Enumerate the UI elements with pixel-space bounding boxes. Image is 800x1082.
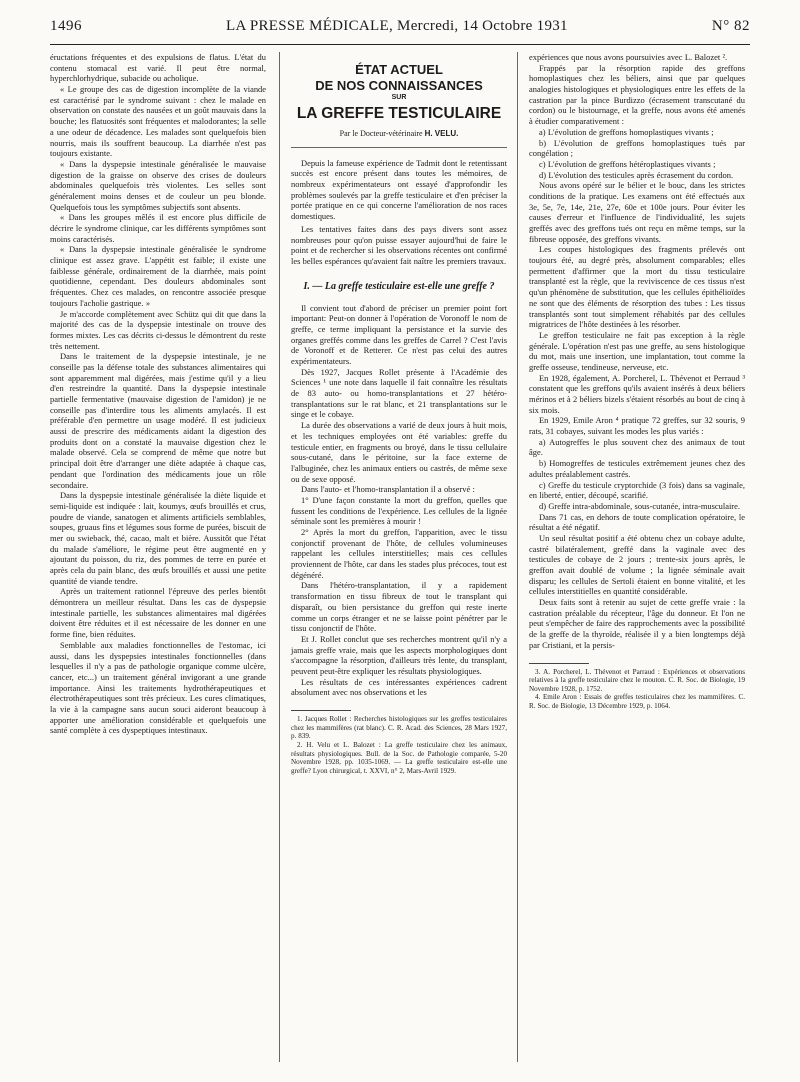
article-title-block — [291, 62, 507, 139]
list-item: d) Greffe intra-abdominale, sous-cutanée, intra-musculaire. — [539, 500, 740, 511]
paragraph: Dans l'auto- et l'homo-transplantation il a observé : — [301, 484, 475, 495]
paragraph: Semblable aux maladies fonctionnelles de l'estomac, ici aussi, dans les dyspepsies intestinales fonctionnelles (dans lesquelles il n'y a pas de pathologie organique comme ulcère, cancer, etc...) un traitement général invigorant a une grande importance. Ainsi les traitements hydrothérapeutiques et électrothérapeutiques sont très précieux. Les cures climatiques, la vie à la campagne sans aucun souci aideront beaucoup à apporter une amélioration considérable et quelquefois une santé complète à ces dyspeptiques intestinaux. — [50, 639, 266, 736]
footnotes — [529, 668, 745, 711]
page-number: 1496 — [50, 18, 82, 34]
paragraph: 2° Après la mort du greffon, l'apparition, avec le tissu conjonctif provenant de l'hôte, de cellules volumineuses rappelant les cellules interstitielles; mais ces cellules proviennent de l'hôte, car dans les stades plus précoces, tout est dégénéré. — [291, 527, 507, 580]
section-heading: I. — La greffe testiculaire est-elle une greffe ? — [303, 280, 495, 292]
list-item: a) Autogreffes le plus souvent chez des animaux de tout âge. — [529, 436, 745, 458]
paragraph: Dans le traitement de la dyspepsie intestinale, je ne conseille pas la défense totale des substances alimentaires qui sont apparemment mal digérées, mais j'estime qu'il y a lieu d'en restreindre la quantité. Dans la dyspepsie intestinale partielle fermentative (mauvaise digestion de l'amidon) je ne conseille pas d'interdire tous les aliments amylacés. Il est préférable d'en permettre un usage modéré. Il est judicieux aussi de prescrire des médicaments aidant la digestion des produits dont on a constaté la mauvaise digestion chez le malade observé. Cela se comprend de même que notre but principal doit être d'arranger une diète adaptée à chaque cas, pendant que l'ordination des médicaments joue un rôle secondaire. — [50, 351, 266, 490]
list-item: c) L'évolution de greffons hétéroplastiques vivants ; — [539, 158, 716, 169]
paragraph: Les tentatives faites dans des pays divers sont assez nombreuses pour qu'on puisse essayer aujourd'hui de faire le point et de rechercher si les observations récentes ont confirmé les belles espérances qu'avaient fait naître les premiers travaux. — [291, 223, 507, 266]
title-sur: SUR — [391, 94, 407, 102]
paragraph: Dans l'hétéro-transplantation, il y a rapidement transformation en tissu fibreux de tout le transplant qui disparaît, ou bien persistance du greffon qui reste inerte comme un corps étranger et ne se laisse point pénétrer par le tissu conjonctif de l'hôte. — [291, 580, 507, 634]
article-title: LA GREFFE TESTICULAIRE — [296, 105, 502, 123]
footnote-rule — [291, 710, 351, 711]
journal-title: LA PRESSE MÉDICALE, Mercredi, 14 Octobre 1931 — [226, 18, 568, 34]
footnote-rule — [529, 663, 589, 664]
list-item: b) Homogreffes de testicules extrêmement jeunes chez des adultes préalablement castrés. — [529, 458, 745, 479]
author-name: H. VELU. — [424, 128, 459, 138]
paragraph: « Dans la dyspepsie intestinale généralisée le mauvaise digestion de la graisse on observe des crises de douleurs abdominales quelquefois très violentes. Les selles sont généralement moins denses et de couleur un peu blonde. Quelquefois tous les symptômes subjectifs sont absents. — [50, 158, 266, 212]
paragraph: éructations fréquentes et des expulsions de flatus. L'état du contenu stomacal est varié. Il peut être normal, hyperchlorhydrique, subacide ou acholique. — [50, 52, 266, 84]
paragraph: Les résultats de ces intéressantes expériences cadrent absolument avec nos observations et les — [291, 676, 507, 698]
paragraph: « Dans les groupes mêlés il est encore plus difficile de décrire le syndrome clinique, car les différents symptômes sont moins caractérisés. — [50, 212, 266, 244]
paragraph: Après un traitement rationnel l'épreuve des perles bientôt démontrera un meilleur résultat. Dans les cas de dyspepsie intestinale partielle, les substances alimentaires mal digérées doivent être réduites et il est nécessaire de les donner en une forme fine, bien réduites. — [50, 586, 266, 640]
paragraph: Frappés par la résorption rapide des greffons homoplastiques chez les béliers, ainsi que par quelques analogies histologiques et physiologiques entre les effets de la castration par la pince Burdizzo (écrasement transcutané du cordon) ou le bistournage, et la greffe, nous avons été amenés à étudier comparativement : — [529, 62, 745, 127]
column-3 — [529, 52, 745, 711]
column-divider — [517, 52, 518, 1062]
paragraph: Deux faits sont à retenir au sujet de cette greffe vraie : la castration préalable du récepteur, l'âge du donneur. Et l'on ne peut s'empêcher de faire des rapprochements avec la possibilité de la greffe de la thyroïde, réalisée il y a bien longtemps déjà par Cristiani, et la persis- — [529, 597, 745, 650]
issue-number: N° 82 — [711, 18, 750, 34]
footnote: 1. Jacques Rollet : Recherches histologiques sur les greffes testiculaires chez les mammifères (rat blanc). C. R. Acad. des Sciences, 28 Mars 1927, p. 839. — [291, 715, 507, 741]
footnotes — [291, 715, 507, 775]
column-1 — [50, 52, 266, 736]
byline — [291, 129, 507, 139]
paragraph: En 1929, Emile Aron ⁴ pratique 72 greffes, sur 32 souris, 9 rats, 31 cobayes, suivant les modes les plus variés : — [529, 415, 745, 437]
paragraph: expériences que nous avons poursuivies avec L. Balozet ². — [529, 52, 728, 62]
list-item: d) L'évolution des testicules après écrasement du cordon. — [539, 169, 734, 180]
list-item: a) L'évolution de greffons homoplastiques vivants ; — [539, 126, 714, 137]
byline-prefix: Par le Docteur-vétérinaire — [339, 128, 425, 138]
page-header — [50, 18, 750, 40]
paragraph: Dès 1927, Jacques Rollet présente à l'Académie des Sciences ¹ une note dans laquelle il fait connaître les résultats de 83 auto- ou homo-transplantations et 27 hétéro-transplantations sur le rat blanc, et 21 transplantations sur le singe et le cobaye. — [291, 366, 507, 420]
paragraph: Nous avons opéré sur le bélier et le bouc, dans les strictes conditions de la pratique. Les examens ont été effectués aux 3e, 5e, 7e, 14e, 21e, 27e, 60e et 100e jours. Pour éviter les causes d'erreur et l'influence de l'individualité, les sujets greffés avec des greffons tués ont reçu en même temps, sur la fibreuse opposée, des greffons vivants. — [529, 180, 745, 244]
paragraph: 1° D'une façon constante la mort du greffon, quelles que fussent les conditions de l'expérience. Les cellules de la lignée séminale sont les premières à mourir ! — [291, 494, 507, 527]
paragraph: Et J. Rollet conclut que ses recherches montrent qu'il n'y a jamais greffe vraie, mais que les aspects morphologiques dont s'accompagne la résorption, d'ailleurs très lente, du transplant, peuvent peut-être expliquer les résultats physiologiques. — [291, 633, 507, 676]
footnote: 4. Emile Aron : Essais de greffes testiculaires chez les mammifères. C. R. Soc. de Biologie, 13 Décembre 1929, p. 1064. — [529, 693, 745, 711]
paragraph: La durée des observations a varié de deux jours à huit mois, et les techniques employées ont été variables: greffe du testicule entier, en fragments ou broyé, dans le tissu cellulaire sous-cutané, dans le péritoine, sur la face externe de l'albuginée, chez les animaux entiers ou castrés, de même sexe ou de sexe opposé. — [291, 420, 507, 484]
title-divider — [291, 147, 507, 148]
paragraph: Il convient tout d'abord de préciser un premier point fort important: Peut-on donner à l'opération de Voronoff le nom de greffe, ce terme impliquant la persistance et la survie des organes greffés comme dans les greffes de Carrel ? C'est l'avis de Voronoff et de Retterer. Ce n'est pas celui des autres expérimentateurs. — [291, 302, 507, 367]
list-item: b) L'évolution de greffons homoplastiques tués par congélation ; — [529, 137, 745, 159]
paragraph: Je m'accorde complètement avec Schütz qui dit que dans la majorité des cas de la dyspepsie intestinale on trouve des formes mixtes. Les cas décrits ci-dessus le démontrent du reste très nettement. — [50, 308, 266, 351]
title-line-2: DE NOS CONNAISSANCES — [315, 77, 483, 93]
paragraph: Dans la dyspepsie intestinale généralisée la diète liquide et semi-liquide est indiquée : lait, koumys, œufs brouillés et crus, poudre de viande, sanatogen et aliments artificiels semblables, soupes, gruaus fins et légumes sous forme de purées, biscuit de mer ou swieback, thé, cacao, malt et bière. Aussitôt que l'état du malade s'améliore, le régime peut être augmenté en y ajoutant du poisson, du riz, des pommes de terre en purée et après cela du pain blanc, des œufs brouillés et aussi une petite quantité de viande tendre. — [50, 490, 266, 586]
footnote: 3. A. Porcherel, L. Thévenot et Parraud : Expériences et observations relatives à la greffe testiculaire chez le mouton. C. R. Soc. de Biologie, 19 Novembre 1928, p. 1752. — [529, 667, 745, 693]
paragraph: Dans 71 cas, en dehors de toute complication opératoire, le résultat a été négatif. — [529, 511, 745, 533]
column-divider — [279, 52, 280, 1062]
paragraph: En 1928, également, A. Porcherel, L. Thévenot et Perraud ³ constatent que les greffons qu'ils avaient insérés à deux béliers mérinos et à 2 béliers bizels s'étaient résorbés au bout de cinq à six mois. — [529, 372, 745, 415]
paragraph: Depuis la fameuse expérience de Tadmit dont le retentissant succès est encore présent dans toutes les mémoires, de nombreux expérimentateurs ont essayé d'approfondir les problèmes soulevés par la greffe testiculaire et d'en préciser la portée pratique en ce qui concerne l'amélioration de nos races domestiques. — [291, 157, 507, 222]
footnote: 2. H. Velu et L. Balozet : La greffe testiculaire chez les animaux, résultats physiologiques. Bull. de la Soc. de Pathologie comparée, 5-20 Novembre 1928, pp. 1035-1069. — La greffe testiculaire est-elle une greffe? Lyon chirurgical, t. XXVI, n° 2, Mars-Avril 1929. — [291, 740, 507, 775]
paragraph: Un seul résultat positif a été obtenu chez un cobaye adulte, castré bilatéralement, greffé dans la vaginale avec des testicules de cobaye de 2 jours ; trente-six jours après, le greffon avait doublé de volume ; la lignée séminale avait disparu; les cellules de Sertoli étaient en bonne vitalité, et les cellules interstitielles en quantité considérable. — [529, 532, 745, 597]
list-item: c) Greffe du testicule cryptorchide (3 fois) dans sa vaginale, en liberté, entier, découpé, scarifié. — [529, 479, 745, 501]
paragraph: « Le groupe des cas de digestion incomplète de la viande est caractérisé par le syndrome suivant : chez le malade en observation on constate des nausées et un goût mauvais dans la bouche; les flatuosités sont fréquentes et malodorantes; la selle a une odeur de décadence. Les malades sont quelquefois bien nourris, mais ils souffrent beaucoup. La diarrhée n'est pas toujours existante. — [50, 84, 266, 159]
header-rule — [50, 44, 750, 45]
column-2 — [291, 52, 507, 776]
paragraph: « Dans la dyspepsie intestinale généralisée le syndrome clinique est assez grave. L'appétit est faible; il existe une faiblesse générale, ordinairement de la diarrhée, mais point quotidienne, cependant. Des douleurs abdominales sont fréquentes. Chez ces malades, on rencontre associée presque toujours l'acholie gastrique. » — [50, 244, 266, 308]
paragraph: Le greffon testiculaire ne fait pas exception à la règle générale. L'opération n'est pas une greffe, au sens histologique du mot, mais une insertion, une implantation, tout comme la greffe osseuse, tendineuse, nerveuse, etc. — [529, 329, 745, 372]
paragraph: Les coupes histologiques des fragments prélevés ont toujours été, au degré près, absolument comparables; elles permettent d'affirmer que la mort du tissu testiculaire transplanté est la règle, que la reviviscence de ces tissus n'est qu'un phénomène de substitution, que les cellules épithélioïdes ne sont que des éléments de résorption des tubes : Les tissus transplantés sont tout simplement réhabités par des cellules migratrices de l'hôte destinées à les résorber. — [529, 244, 745, 330]
title-line-1: ÉTAT ACTUEL — [355, 62, 443, 77]
